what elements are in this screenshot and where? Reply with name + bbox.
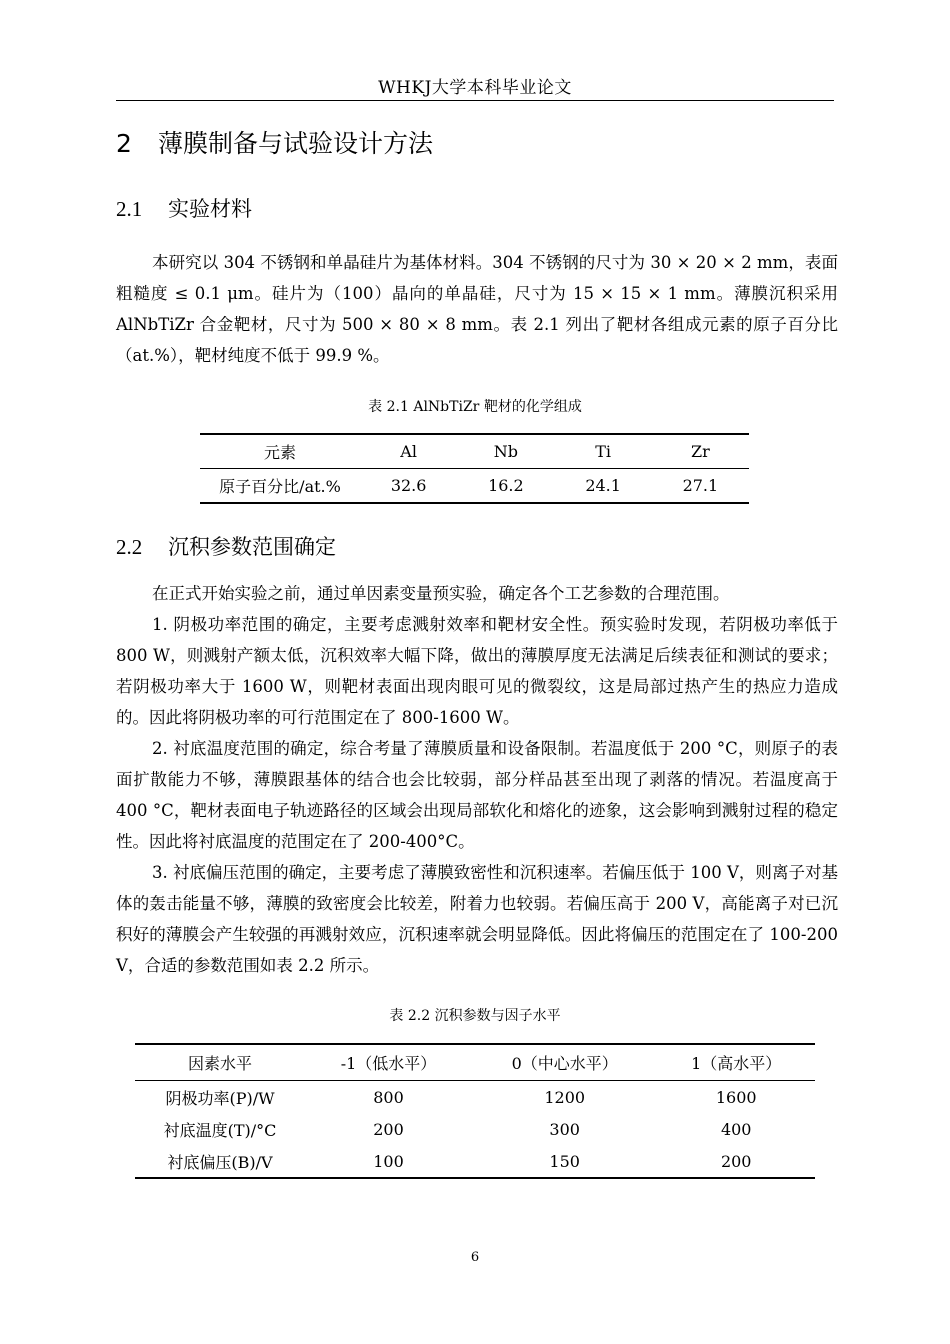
table-header-cell: 因素水平 (135, 1044, 305, 1081)
table-cell: 200 (720, 1151, 752, 1171)
table-cell: 16.2 (488, 476, 524, 495)
table-header-cell: 0（中心水平） (472, 1044, 657, 1081)
table-header-cell: -1（低水平） (305, 1044, 472, 1081)
table-cell: 300 (549, 1119, 580, 1139)
chapter-number: 2 (116, 129, 132, 158)
table-cell: 24.1 (585, 476, 621, 495)
table-caption-2-1: 表 2.1 AlNbTiZr 靶材的化学组成 (368, 399, 582, 415)
section-number: 2.2 (116, 535, 143, 559)
table-header-row (135, 1044, 815, 1081)
section-heading-2-1 (116, 193, 252, 223)
table-cell: 27.1 (682, 476, 719, 495)
header-rule (116, 100, 834, 101)
table-header-cell: 1（高水平） (657, 1044, 815, 1081)
paragraph-materials: 本研究以 304 不锈钢和单晶硅片为基体材料。304 不锈钢的尺寸为 30 × 20 × 2 mm，表面粗糙度 ≤ 0.1 μm。硅片为（100）晶向的单晶硅，尺寸为 15 × 15 × 1 mm。薄膜沉积采用 AlNbTiZr 合金靶材，尺寸为 500 × 80 × 8 mm。表 2.1 列出了靶材各组成元素的原子百分比（at.%），靶材纯度不低于 99.9 %。 (116, 253, 838, 365)
paragraph-substrate-temperature: 2. 衬底温度范围的确定，综合考量了薄膜质量和设备限制。若温度低于 200 °C，则原子的表面扩散能力不够，薄膜跟基体的结合也会比较弱，部分样品甚至出现了剥落的情况。若温度高于 400 °C，靶材表面电子轨迹路径的区域会出现局部软化和熔化的迹象，这会影响到溅射过程的稳定性。因此将衬底温度的范围定在了 200-400°C。 (116, 739, 838, 851)
table-header-cell: Nb (457, 434, 554, 469)
table-cell: 400 (720, 1119, 752, 1139)
table-target-composition (200, 433, 749, 504)
section-title: 实验材料 (168, 197, 252, 221)
table-cell: 阴极功率(P)/W (165, 1088, 275, 1108)
table-row (135, 1113, 815, 1145)
paragraph-substrate-bias: 3. 衬底偏压范围的确定，主要考虑了薄膜致密性和沉积速率。若偏压低于 100 V，则离子对基体的轰击能量不够，薄膜的致密度会比较差，附着力也较弱。若偏压高于 200 V，高能离子对已沉积好的薄膜会产生较强的再溅射效应，沉积速率就会明显降低。因此将偏压的范围定在了 100-200 V，合适的参数范围如表 2.2 所示。 (116, 863, 838, 975)
table-row (135, 1145, 815, 1178)
table-deposition-parameters (135, 1043, 815, 1179)
paragraph-intro: 在正式开始实验之前，通过单因素变量预实验，确定各个工艺参数的合理范围。 (152, 584, 730, 603)
table-header-cell: Ti (555, 434, 652, 469)
table-cell: 1200 (544, 1087, 586, 1107)
chapter-title: 薄膜制备与试验设计方法 (158, 129, 434, 158)
table-cell: 衬底温度(T)/°C (163, 1120, 277, 1140)
table-cell: 100 (373, 1151, 404, 1171)
table-cell: 800 (373, 1087, 404, 1107)
table-header-row (200, 434, 749, 469)
table-caption-2-2: 表 2.2 沉积参数与因子水平 (389, 1008, 561, 1024)
section-heading-2-2 (116, 531, 336, 561)
table-cell: 150 (549, 1151, 580, 1171)
running-header: WHKJ大学本科毕业论文 (378, 78, 572, 98)
table-cell: 衬底偏压(B)/V (167, 1152, 273, 1172)
table-cell: 原子百分比/at.% (219, 477, 341, 496)
table-cell: 200 (373, 1119, 404, 1139)
section-number: 2.1 (116, 197, 143, 221)
table-header-cell: 元素 (200, 434, 360, 469)
chapter-heading (116, 124, 433, 160)
paragraph-cathode-power: 1. 阴极功率范围的确定，主要考虑溅射效率和靶材安全性。预实验时发现，若阴极功率低于 800 W，则溅射产额太低，沉积效率大幅下降，做出的薄膜厚度无法满足后续表征和测试的要求；若阴极功率大于 1600 W，则靶材表面出现肉眼可见的微裂纹，这是局部过热产生的热应力造成的。因此将阴极功率的可行范围定在了 800-1600 W。 (116, 615, 838, 727)
table-row (200, 469, 749, 504)
table-cell: 32.6 (390, 476, 427, 495)
table-row (135, 1081, 815, 1114)
page-number: 6 (470, 1250, 480, 1265)
table-header-cell: Zr (652, 434, 749, 469)
table-header-cell: Al (360, 434, 457, 469)
section-title: 沉积参数范围确定 (168, 535, 336, 559)
table-cell: 1600 (715, 1087, 757, 1107)
